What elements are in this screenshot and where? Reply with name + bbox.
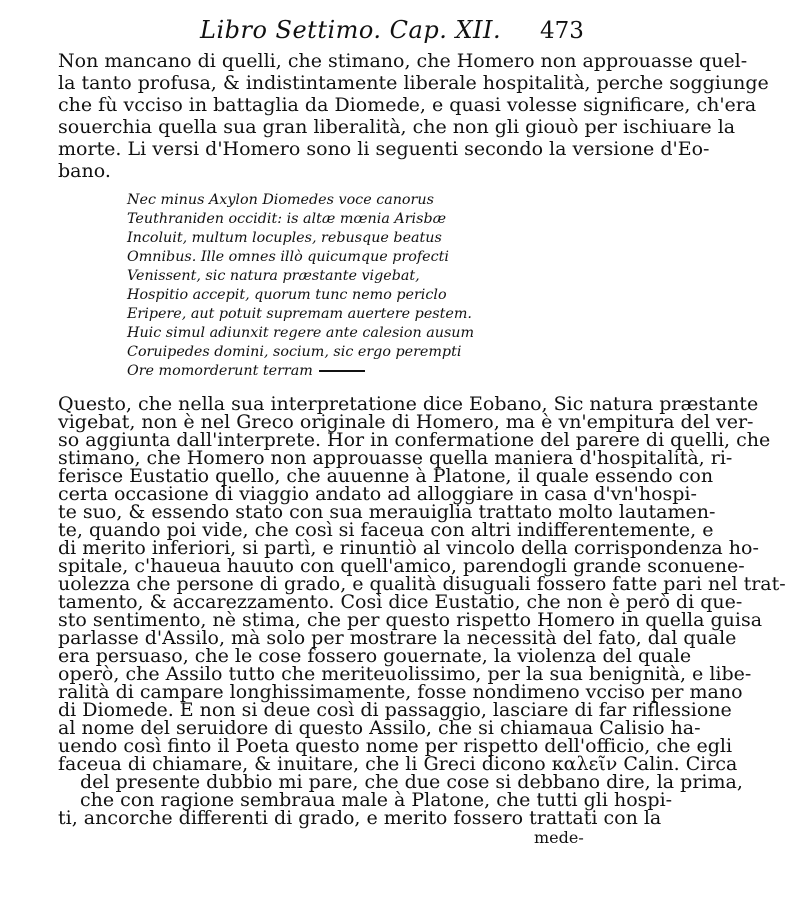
- paragraph-line: spitale, c'haueua hauuto con quell'amico, parendogli grande sconuene-: [58, 555, 745, 577]
- verse-line: Eripere, aut potuit supremam auertere pestem.: [127, 306, 472, 322]
- paragraph-line: so aggiunta dall'interprete. Hor in confermatione del parere di quelli, che: [58, 429, 771, 451]
- paragraph-line: la tanto profusa, & indistintamente liberale hospitalità, perche soggiunge: [58, 72, 769, 94]
- paragraph-line: te, quando poi vide, che così si faceua con altri indifferentemente, e: [58, 519, 714, 541]
- verse-line: Coruipedes domini, socium, sic ergo perempti: [127, 344, 462, 360]
- paragraph-line: morte. Li versi d'Homero sono li seguenti secondo la versione d'Eo-: [58, 138, 710, 160]
- paragraph-line: era persuaso, che le cose fossero gouernate, la violenza del quale: [58, 645, 692, 667]
- paragraph-line: stimano, che Homero non approuasse quella maniera d'hospitalità, ri-: [58, 447, 733, 469]
- paragraph-line: che fù vcciso in battaglia da Diomede, e quasi volesse significare, ch'era: [58, 94, 757, 116]
- paragraph-line: faceua di chiamare, & inuitare, che li Greci dicono καλεῖν Calin. Circa: [58, 753, 738, 775]
- paragraph-line: ferisce Eustatio quello, che auuenne à Platone, il quale essendo con: [58, 465, 714, 487]
- paragraph-line: tamento, & accarezzamento. Così dice Eustatio, che non è però di que-: [58, 591, 743, 613]
- paragraph-line: di Diomede. E non si deue così di passaggio, lasciare di far riflessione: [58, 699, 732, 721]
- paragraph-line: uendo così finto il Poeta questo nome per rispetto dell'officio, che egli: [58, 735, 733, 757]
- paragraph-line: sto sentimento, nè stima, che per questo rispetto Homero in quella guisa: [58, 609, 763, 631]
- paragraph-line: ti, ancorche differenti di grado, e merito fossero trattati con la: [58, 807, 662, 829]
- verse-line: Ore momorderunt terram: [127, 363, 313, 379]
- paragraph-line: al nome del seruidore di questo Assilo, che si chiamaua Calisio ha-: [58, 717, 701, 739]
- paragraph-line: che con ragione sembraua male à Platone, che tutti gli hospi-: [80, 789, 673, 811]
- paragraph-line: operò, che Assilo tutto che meriteuolissimo, per la sua benignità, e libe-: [58, 663, 752, 685]
- verse-line: Huic simul adiunxit regere ante calesion ausum: [127, 325, 475, 341]
- paragraph-line: parlasse d'Assilo, mà solo per mostrare la necessità del fato, dal quale: [58, 627, 737, 649]
- catchword: mede-: [534, 828, 584, 847]
- verse-line: Teuthraniden occidit: is altæ mœnia Arisbæ: [127, 211, 447, 227]
- page-number: 473: [540, 18, 584, 44]
- verse-line: Nec minus Axylon Diomedes voce canorus: [127, 192, 434, 208]
- paragraph-line: vigebat, non è nel Greco originale di Homero, ma è vn'empitura del ver-: [58, 411, 754, 433]
- paragraph-line: bano.: [58, 160, 111, 182]
- verse-line: Incoluit, multum locuples, rebusque beatus: [127, 230, 442, 246]
- verse-line: Omnibus. Ille omnes illò quicumque profecti: [127, 249, 449, 265]
- paragraph-line: Questo, che nella sua interpretatione dice Eobano, Sic natura præstante: [58, 393, 759, 415]
- paragraph-line: Non mancano di quelli, che stimano, che Homero non approuasse quel-: [58, 50, 748, 72]
- running-head: Libro Settimo. Cap. XII.: [200, 16, 502, 44]
- paragraph-line: te suo, & essendo stato con sua merauiglia trattato molto lautamen-: [58, 501, 716, 523]
- verse-dash: [319, 370, 365, 372]
- verse-line: Venissent, sic natura præstante vigebat,: [127, 268, 420, 284]
- paragraph-line: souerchia quella sua gran liberalità, che non gli giouò per ischiuare la: [58, 116, 736, 138]
- paragraph-line: del presente dubbio mi pare, che due cose si debbano dire, la prima,: [80, 771, 743, 793]
- paragraph-line: certa occasione di viaggio andato ad alloggiare in casa d'vn'hospi-: [58, 483, 697, 505]
- paragraph-line: di merito inferiori, si partì, e rinuntiò al vincolo della corrispondenza ho-: [58, 537, 759, 559]
- paragraph-line: ralità di campare longhissimamente, fosse nondimeno vcciso per mano: [58, 681, 743, 703]
- verse-line: Hospitio accepit, quorum tunc nemo periclo: [127, 287, 447, 303]
- verse-last-line: [127, 363, 365, 379]
- paragraph-line: uolezza che persone di grado, e qualità disuguali fossero fatte pari nel trat-: [58, 573, 786, 595]
